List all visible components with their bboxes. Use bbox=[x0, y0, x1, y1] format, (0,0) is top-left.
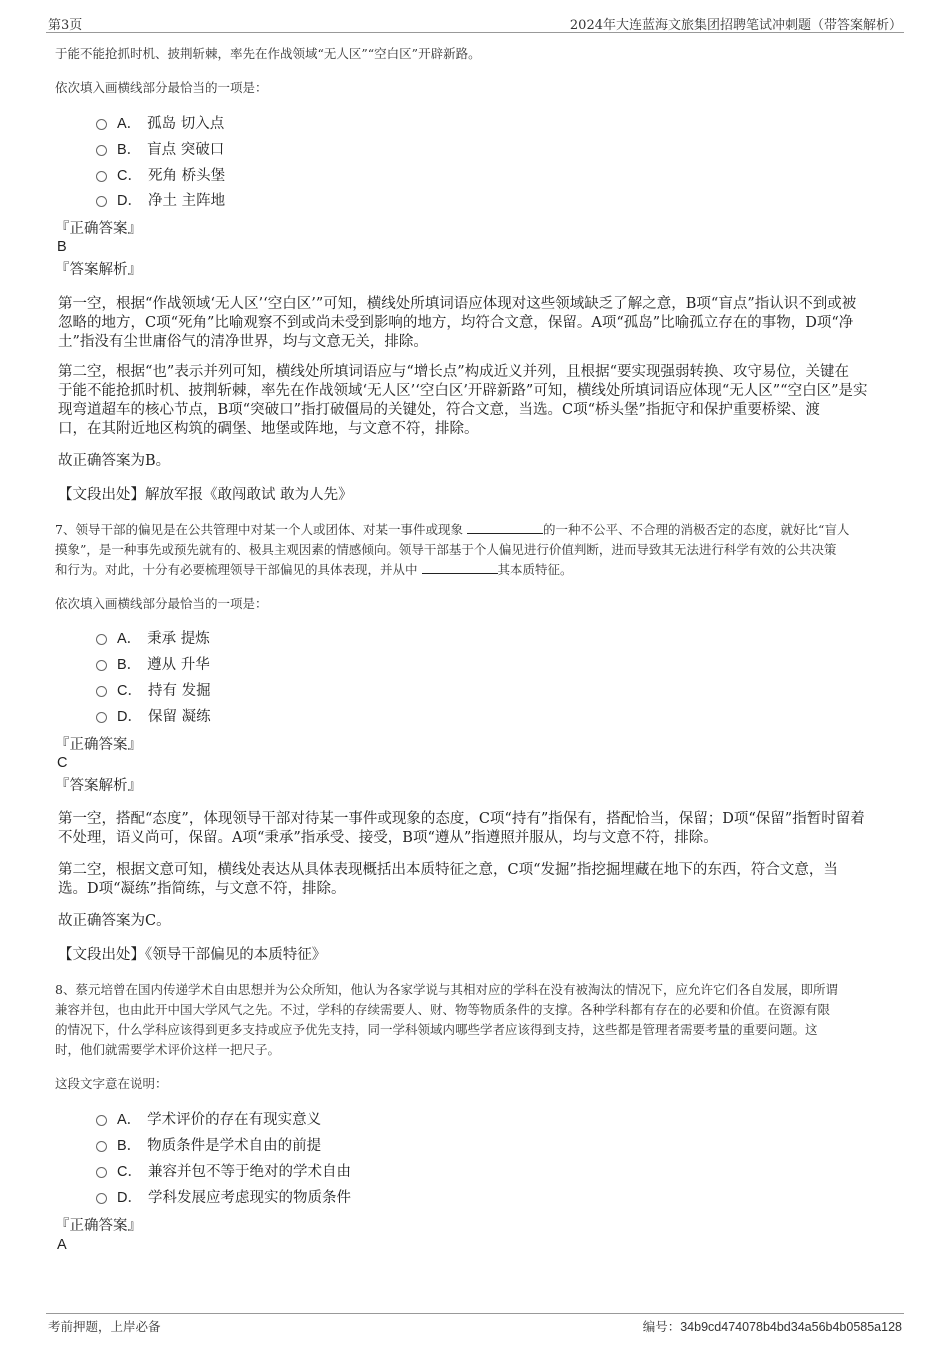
q7-answer-label: 『正确答案』 bbox=[55, 737, 142, 753]
q8-answer-label: 『正确答案』 bbox=[55, 1218, 142, 1234]
q6-analysis-label: 『答案解析』 bbox=[55, 262, 142, 278]
q8-prompt: 这段文字意在说明： bbox=[55, 1076, 168, 1091]
radio-icon[interactable] bbox=[96, 634, 107, 645]
q6-option-a[interactable]: A． 孤岛 切入点 bbox=[96, 113, 224, 135]
page-number: 第3页 bbox=[48, 18, 83, 33]
radio-icon[interactable] bbox=[96, 686, 107, 697]
q6-source: 【文段出处】解放军报《敢闯敢试 敢为人先》 bbox=[58, 487, 353, 503]
q7-prompt: 依次填入画横线部分最恰当的一项是： bbox=[55, 596, 268, 611]
radio-icon[interactable] bbox=[96, 196, 107, 207]
q7-source: 【文段出处】《领导干部偏见的本质特征》 bbox=[58, 947, 327, 963]
q6-conclusion: 故正确答案为B。 bbox=[58, 453, 171, 469]
q6-option-b[interactable]: B． 盲点 突破口 bbox=[96, 139, 224, 161]
q7-answer: C bbox=[57, 755, 68, 771]
q8-option-b[interactable]: B． 物质条件是学术自由的前提 bbox=[96, 1135, 321, 1157]
q8-option-c[interactable]: C． 兼容并包不等于绝对的学术自由 bbox=[96, 1161, 351, 1183]
radio-icon[interactable] bbox=[96, 1141, 107, 1152]
q7-option-a[interactable]: A． 秉承 提炼 bbox=[96, 628, 210, 650]
page-header bbox=[46, 12, 904, 33]
q7-option-d[interactable]: D． 保留 凝练 bbox=[96, 706, 211, 728]
radio-icon[interactable] bbox=[96, 1115, 107, 1126]
q8-option-d[interactable]: D． 学科发展应考虑现实的物质条件 bbox=[96, 1187, 351, 1209]
q8-option-a[interactable]: A． 学术评价的存在有现实意义 bbox=[96, 1109, 321, 1131]
q6-option-d[interactable]: D． 净土 主阵地 bbox=[96, 190, 225, 212]
q8-answer: A bbox=[57, 1237, 67, 1253]
q7-analysis-2: 第二空，根据文意可知，横线处表达从具体表现概括出本质特征之意，C项“发掘”指挖掘埋藏在地下的东西，符合文意，当 选。D项“凝练”指简练，与文意不符，排除。 bbox=[58, 862, 838, 897]
radio-icon[interactable] bbox=[96, 171, 107, 182]
radio-icon[interactable] bbox=[96, 660, 107, 671]
radio-icon[interactable] bbox=[96, 1167, 107, 1178]
radio-icon[interactable] bbox=[96, 119, 107, 130]
q6-option-c[interactable]: C． 死角 桥头堡 bbox=[96, 165, 225, 187]
radio-icon[interactable] bbox=[96, 1193, 107, 1204]
q8-stem: 8、蔡元培曾在国内传递学术自由思想并为公众所知，他认为各家学说与其相对应的学科在没有被淘汰的情况下，应允许它们各自发展，即所谓 兼容并包，也由此开中国大学风气之先。不过，学科的存续需要人、财、物等物质条件的支撑。各种学科都有存在的必要和价值。在资源有限 的情况下，什么学科应该得到更多支持或应予优先支持，同一学科领域内哪些学者应该得到支持，这些都是管理者需要考量的重要问题。这 时，他们就需要学术评价这样一把尺子。 bbox=[55, 982, 838, 1057]
document-code: 编号：34b9cd474078b4bd34a56b4b0585a128 bbox=[642, 1319, 902, 1334]
q7-option-c[interactable]: C． 持有 发掘 bbox=[96, 680, 211, 702]
fill-blank bbox=[422, 561, 498, 574]
q7-stem: 7、领导干部的偏见是在公共管理中对某一个人或团体、对某一事件或现象 的一种不公平、不合理的消极否定的态度，就好比“盲人 摸象”，是一种事先或预先就有的、极具主观因素的情感倾向。领导干部基于个人偏见进行价值判断，进而导致其无法进行科学有效的公共决策 和行为。对此，十分有必要梳理领导干部偏见的具体表现，并从中 其本质特征。 bbox=[55, 522, 850, 577]
q6-analysis-1: 第一空，根据“作战领域‘无人区’‘空白区’”可知，横线处所填词语应体现对这些领域缺乏了解之意，B项“盲点”指认识不到或被 忽略的地方，C项“死角”比喻观察不到或尚未受到影响的地方，均符合文意，保留。A项“孤岛”比喻孤立存在的事物，D项“净 土”指没有尘世庸俗气的清净世界，均与文意无关，排除。 bbox=[58, 296, 857, 350]
q6-answer: B bbox=[57, 239, 67, 255]
q7-analysis-label: 『答案解析』 bbox=[55, 778, 142, 794]
radio-icon[interactable] bbox=[96, 145, 107, 156]
q6-analysis-2: 第二空，根据“也”表示并列可知，横线处所填词语应与“增长点”构成近义并列，且根据“要实现强弱转换、攻守易位，关键在 于能不能抢抓时机、披荆斩棘，率先在作战领域‘无人区’‘空白区’开辟新路”可知，横线处所填词语应体现“无人区”“空白区”是实 现弯道超车的核心节点，B项“突破口”指打破僵局的关键处，符合文意，当选。C项“桥头堡”指扼守和保护重要桥梁、渡 口，在其附近地区构筑的碉堡、地堡或阵地，与文意不符，排除。 bbox=[58, 364, 868, 437]
q6-stem-tail: 于能不能抢抓时机、披荆斩棘，率先在作战领域“无人区”“空白区”开辟新路。 bbox=[55, 46, 481, 61]
q6-prompt: 依次填入画横线部分最恰当的一项是： bbox=[55, 80, 268, 95]
q7-conclusion: 故正确答案为C。 bbox=[58, 913, 171, 929]
q6-answer-label: 『正确答案』 bbox=[55, 221, 142, 237]
q7-analysis-1: 第一空，搭配“态度”，体现领导干部对待某一事件或现象的态度，C项“持有”指保有，搭配恰当，保留；D项“保留”指暂时留着 不处理，语义尚可，保留。A项“秉承”指承受、接受，B项“遵从”指遵照并服从，均与文意不符，排除。 bbox=[58, 811, 865, 846]
page-footer bbox=[46, 1313, 904, 1336]
radio-icon[interactable] bbox=[96, 712, 107, 723]
document-title: 2024年大连蓝海文旅集团招聘笔试冲刺题（带答案解析） bbox=[569, 18, 902, 33]
fill-blank bbox=[467, 521, 543, 534]
q7-option-b[interactable]: B． 遵从 升华 bbox=[96, 654, 210, 676]
footer-slogan: 考前押题，上岸必备 bbox=[48, 1319, 161, 1334]
